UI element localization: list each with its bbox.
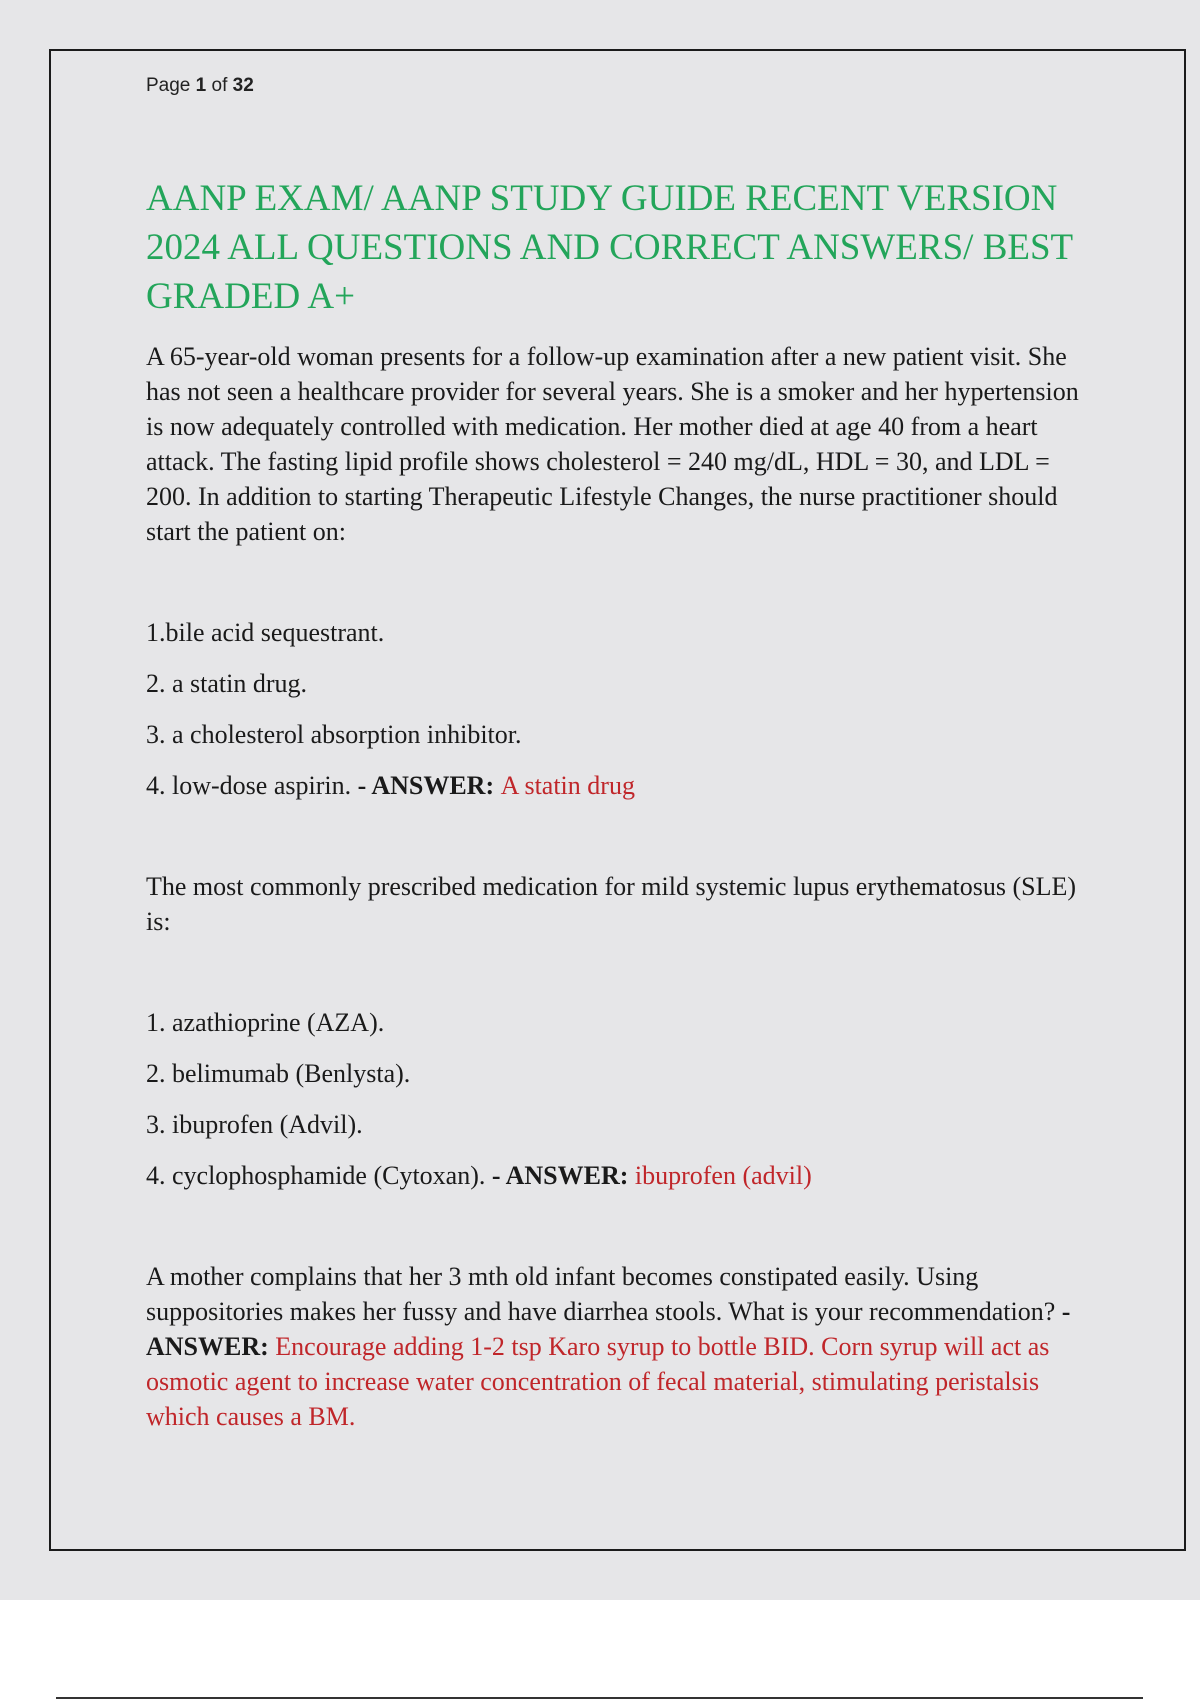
- option-4-with-answer: [146, 768, 1096, 803]
- bottom-divider: [56, 1697, 1143, 1699]
- option-1: 1. azathioprine (AZA).: [146, 1008, 385, 1037]
- option-4-with-answer: [146, 1158, 1096, 1193]
- document-title: AANP EXAM/ AANP STUDY GUIDE RECENT VERSION 2024 ALL QUESTIONS AND CORRECT ANSWERS/ BEST GRADED A+: [146, 178, 1073, 317]
- question-stem: A mother complains that her 3 mth old infant becomes constipated easily. Using suppositories makes her fussy and have diarrhea stools. What is your recommendation?: [146, 1262, 1062, 1326]
- page-total: 32: [232, 75, 254, 96]
- question-block-1: [146, 339, 1096, 803]
- option-2: 2. a statin drug.: [146, 669, 308, 698]
- option-2: 2. belimumab (Benlysta).: [146, 1059, 411, 1088]
- answer-text: A statin drug: [500, 771, 635, 800]
- answer-label: - ANSWER:: [491, 1161, 635, 1190]
- question-with-answer: [146, 1259, 1096, 1434]
- answer-label: - ANSWER:: [146, 1297, 1071, 1361]
- answer-text: ibuprofen (advil): [634, 1161, 812, 1190]
- question-block-3: [146, 1259, 1096, 1434]
- answer-label: - ANSWER:: [357, 771, 501, 800]
- option-4: 4. low-dose aspirin.: [146, 771, 358, 800]
- page-number: [146, 72, 1096, 100]
- option-4: 4. cyclophosphamide (Cytoxan).: [146, 1161, 492, 1190]
- page-of-label: of: [211, 75, 228, 96]
- page-label: Page: [146, 75, 191, 96]
- question-block-2: [146, 869, 1096, 1193]
- option-3: 3. a cholesterol absorption inhibitor.: [146, 720, 522, 749]
- page-current: 1: [195, 75, 207, 96]
- option-1: 1.bile acid sequestrant.: [146, 618, 385, 647]
- answer-text: Encourage adding 1-2 tsp Karo syrup to bottle BID. Corn syrup will act as osmotic agent to increase water concentration of fecal material, stimulating peristalsis which causes a BM.: [146, 1332, 1050, 1431]
- document-content: [146, 72, 1096, 1434]
- option-3: 3. ibuprofen (Advil).: [146, 1110, 363, 1139]
- question-stem: A 65-year-old woman presents for a follow-up examination after a new patient visit. She has not seen a healthcare provider for several years. She is a smoker and her hypertension is now adequately controlled with medication. Her mother died at age 40 from a heart attack. The fasting lipid profile shows cholesterol = 240 mg/dL, HDL = 30, and LDL = 200. In addition to starting Therapeutic Lifestyle Changes, the nurse practitioner should start the patient on:: [146, 342, 1079, 546]
- question-stem: The most commonly prescribed medication for mild systemic lupus erythematosus (SLE) is:: [146, 872, 1077, 936]
